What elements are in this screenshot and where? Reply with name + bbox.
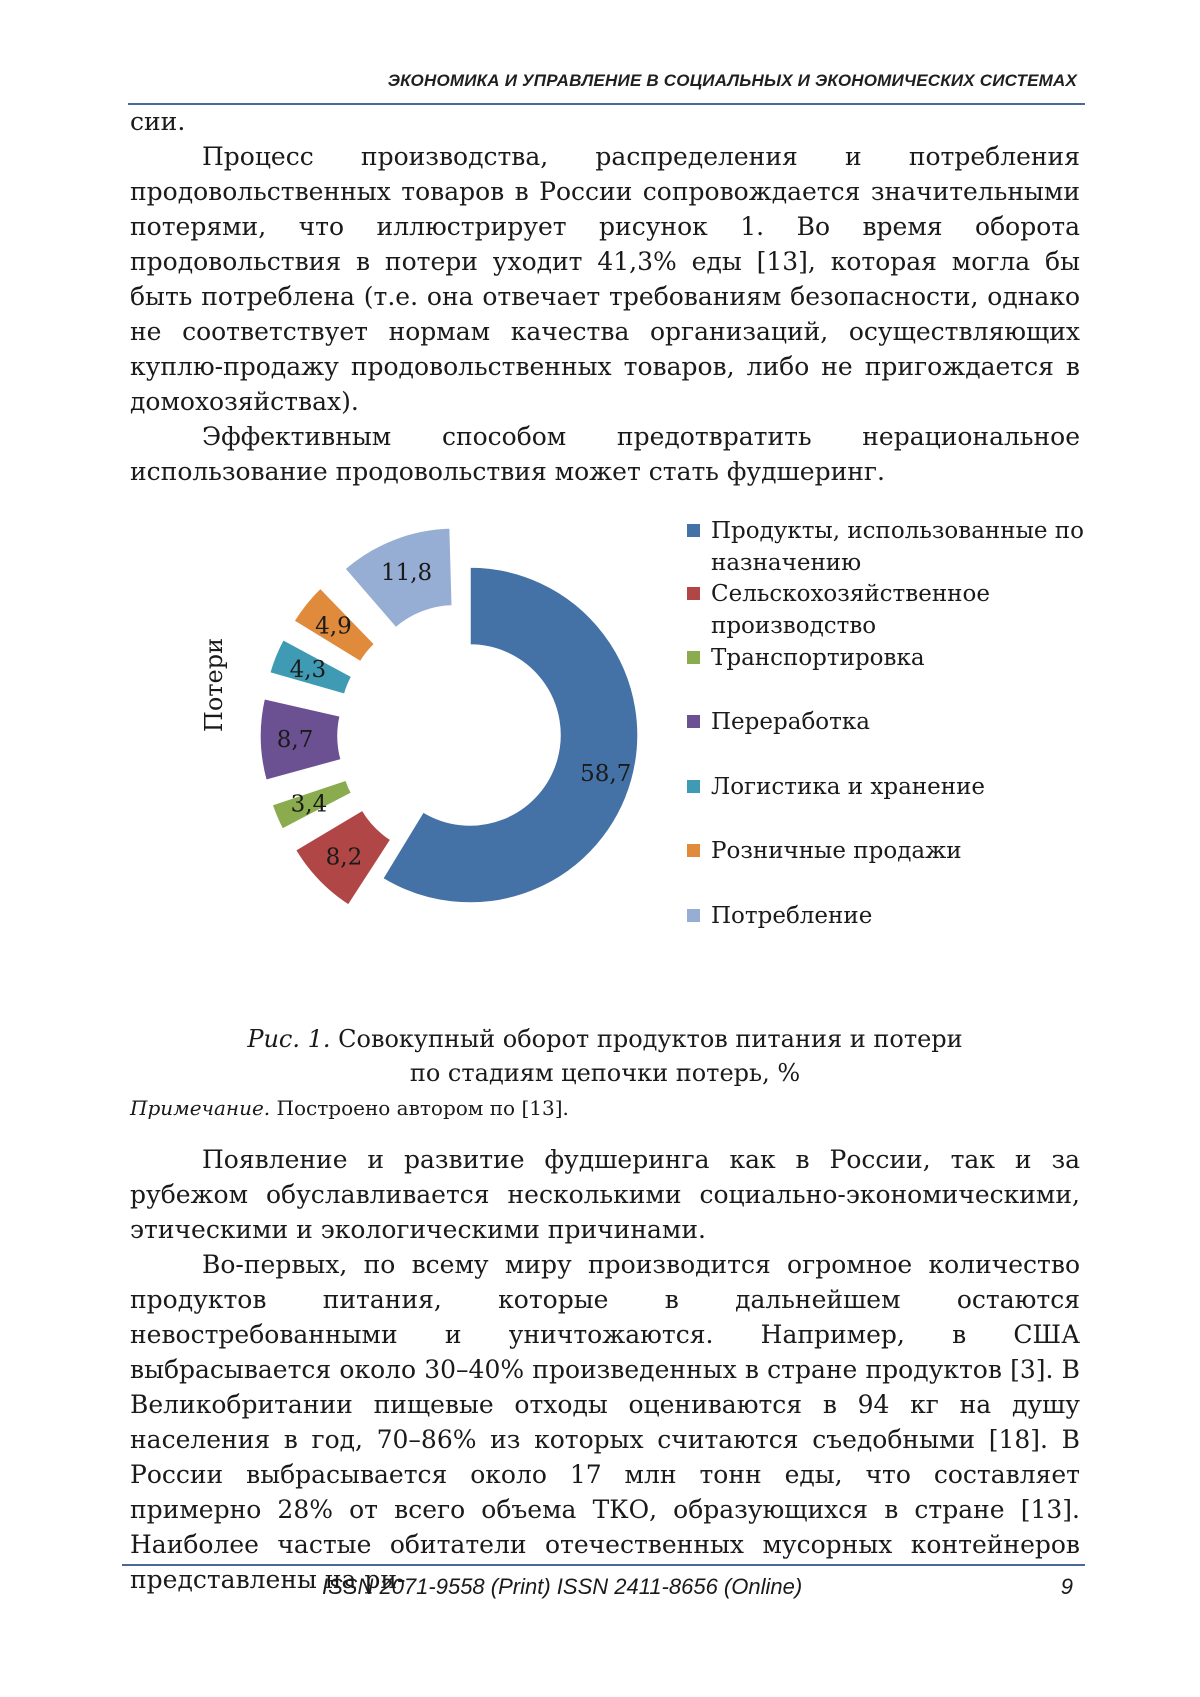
legend-label: Транспортировка: [711, 645, 925, 671]
legend-item: [687, 642, 1117, 674]
legend-swatch: [687, 587, 700, 600]
paragraph-4: Во-первых, по всему миру производится огромное количество продуктов питания, которые в дальнейшем остаются невостребованными и уничтожаются. Например, в США выбрасывается около 30–40% произведенных в стране продуктов [3]. В Великобритании пищевые отходы оцениваются в 94 кг на душу населения в год, 70–86% из которых считаются съедобными [18]. В России выбрасывается около 17 млн тонн еды, что составляет примерно 28% от всего объема ТКО, образующихся в стране [13]. Наиболее частые обитатели отечественных мусорных контейнеров представлены на ри-: [130, 1250, 1080, 1594]
slice-value-label: 11,8: [380, 559, 433, 586]
note-text: Построено автором по [13].: [276, 1096, 569, 1120]
legend-item: [687, 771, 1117, 803]
page-number: 9: [1060, 1574, 1073, 1599]
slice-value-label: 8,2: [325, 844, 363, 871]
figure-1-chart: [190, 515, 1190, 995]
note-label: Примечание.: [130, 1096, 271, 1120]
caption-line-2: по стадиям цепочки потерь, %: [409, 1059, 801, 1087]
donut-chart: [190, 515, 670, 995]
legend-swatch: [687, 524, 700, 537]
legend-label: Переработка: [711, 709, 870, 735]
running-header: [128, 69, 1085, 105]
legend-label: Логистика и хранение: [711, 774, 986, 800]
legend-swatch: [687, 715, 700, 728]
legend-swatch: [687, 780, 700, 793]
paragraph-3: Появление и развитие фудшеринга как в России, так и за рубежом обуславливается несколькими социально-экономическими, этическими и экологическими причинами.: [130, 1145, 1080, 1244]
legend-label: Продукты, использованные по назначению: [711, 518, 1084, 576]
donut-slice: [383, 567, 638, 903]
running-footer: [122, 1564, 1085, 1616]
figure-label: Рис. 1.: [247, 1025, 331, 1053]
body-text-top: [130, 104, 1080, 489]
slice-value-label: 4,3: [289, 657, 327, 684]
legend-swatch: [687, 909, 700, 922]
legend-item: [687, 578, 1117, 642]
legend-item: [687, 900, 1117, 932]
caption-line-1: Совокупный оборот продуктов питания и потери: [338, 1025, 963, 1053]
slice-value-label: 8,7: [276, 726, 314, 753]
legend-item: [687, 706, 1117, 738]
slice-value-label: 4,9: [315, 613, 352, 640]
journal-title: ЭКОНОМИКА И УПРАВЛЕНИЕ В СОЦИАЛЬНЫХ И ЭКОНОМИЧЕСКИХ СИСТЕМАХ: [387, 71, 1077, 90]
paragraph-fragment: сии.: [130, 107, 186, 136]
legend-label: Потребление: [711, 903, 873, 929]
legend-item: [687, 835, 1117, 867]
legend-label: Розничные продажи: [711, 838, 962, 864]
slice-value-label: 3,4: [290, 791, 328, 818]
figure-caption: [130, 1022, 1080, 1090]
paragraph-2: Эффективным способом предотвратить нерациональное использование продовольствия может стать фудшеринг.: [130, 422, 1080, 486]
figure-note: [130, 1093, 569, 1123]
slice-value-label: 58,7: [580, 761, 632, 788]
legend-label: Сельскохозяйственное производство: [711, 581, 990, 639]
legend-swatch: [687, 844, 700, 857]
paragraph-1: Процесс производства, распределения и потребления продовольственных товаров в России сопровождается значительными потерями, что иллюстрирует рисунок 1. Во время оборота продовольствия в потери уходит 41,3% еды [13], которая могла бы быть потреблена (т.е. она отвечает требованиям безопасности, однако не соответствует нормам качества организаций, осуществляющих куплю-продажу продовольственных товаров, либо не пригождается в домохозяйствах).: [130, 142, 1080, 416]
legend-swatch: [687, 651, 700, 664]
legend-item: [687, 515, 1117, 579]
issn-line: ISSN 2071-9558 (Print) ISSN 2411-8656 (Online): [322, 1574, 803, 1599]
body-text-bottom: [130, 1142, 1080, 1597]
losses-group-label: Потери: [200, 637, 228, 733]
